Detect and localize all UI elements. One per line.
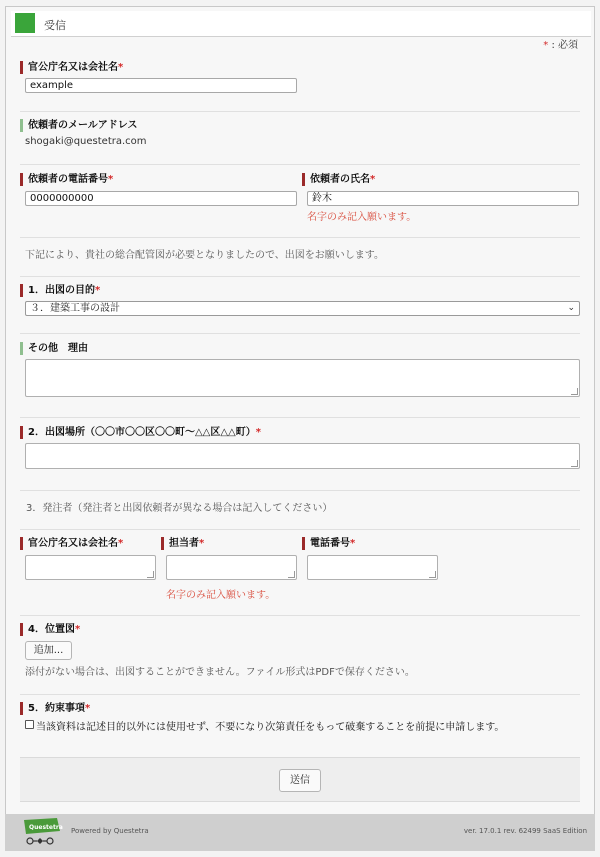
orderer-company-label: 官公庁名又は会社名* xyxy=(20,537,123,550)
form-header xyxy=(11,11,591,37)
other-reason-textarea[interactable] xyxy=(25,359,580,397)
phone-input[interactable]: 0000000000 xyxy=(25,191,297,206)
purpose-selected-value: ３．建築工事の設計 xyxy=(30,303,120,314)
questetra-logo-icon xyxy=(21,817,63,847)
footer xyxy=(5,814,595,851)
orderer-phone-textarea[interactable] xyxy=(307,555,438,580)
form-title: 受信 xyxy=(44,19,66,32)
name-label: 依頼者の氏名* xyxy=(302,173,375,186)
orderer-company-textarea[interactable] xyxy=(25,555,156,580)
location-label: 2．出図場所（〇〇市〇〇区〇〇町〜△△区△△町）* xyxy=(20,426,261,439)
purpose-label: 1．出図の目的* xyxy=(20,284,100,297)
orderer-contact-textarea[interactable] xyxy=(166,555,297,580)
required-star: * xyxy=(543,40,549,51)
orderer-contact-error: 名字のみ記入願います。 xyxy=(166,590,276,601)
orderer-phone-label: 電話番号* xyxy=(302,537,355,550)
separator xyxy=(20,276,580,277)
chevron-down-icon: ⌄ xyxy=(567,303,575,313)
email-label: 依頼者のメールアドレス xyxy=(20,119,138,132)
separator xyxy=(20,237,580,238)
email-value: shogaki@questetra.com xyxy=(25,136,147,147)
required-note xyxy=(543,36,578,51)
agreement-checkbox[interactable] xyxy=(25,720,34,729)
agreement-label: 5．約束事項* xyxy=(20,702,90,715)
map-label: 4．位置図* xyxy=(20,623,80,636)
separator xyxy=(20,615,580,616)
orderer-contact-label: 担当者* xyxy=(161,537,204,550)
company-label: 官公庁名又は会社名* xyxy=(20,61,123,74)
name-input[interactable]: 鈴木 xyxy=(307,191,579,206)
map-note: 添付がない場合は、出図することができません。ファイル形式はPDFで保存ください。 xyxy=(25,667,415,678)
version-text: ver. 17.0.1 rev. 62499 SaaS Edition xyxy=(463,827,587,835)
separator xyxy=(20,490,580,491)
agreement-text: 当該資料は記述目的以外には使用せず、不要になり次第責任をもって破棄することを前提に申請します。 xyxy=(36,722,505,733)
company-input[interactable]: example xyxy=(25,78,297,93)
header-accent-square xyxy=(15,13,35,33)
submit-button[interactable]: 送信 xyxy=(279,769,321,792)
logo-text: Questetra xyxy=(29,824,63,831)
separator xyxy=(20,694,580,695)
submit-band xyxy=(20,757,580,802)
notice-text: 下記により、貴社の総合配管図が必要となりましたので、出図をお願いします。 xyxy=(25,250,384,261)
separator xyxy=(20,333,580,334)
separator xyxy=(20,111,580,112)
orderer-note: 3．発注者（発注者と出図依頼者が異なる場合は記入してください） xyxy=(26,503,333,514)
separator xyxy=(20,417,580,418)
name-error: 名字のみ記入願います。 xyxy=(307,212,417,223)
separator xyxy=(20,164,580,165)
required-note-text: : 必須 xyxy=(548,40,578,51)
other-reason-label: その他 理由 xyxy=(20,342,88,355)
purpose-select[interactable] xyxy=(25,301,580,316)
powered-by-text: Powered by Questetra xyxy=(71,827,149,835)
location-textarea[interactable] xyxy=(25,443,580,469)
add-file-button[interactable]: 追加... xyxy=(25,641,72,660)
phone-label: 依頼者の電話番号* xyxy=(20,173,113,186)
separator xyxy=(20,529,580,530)
